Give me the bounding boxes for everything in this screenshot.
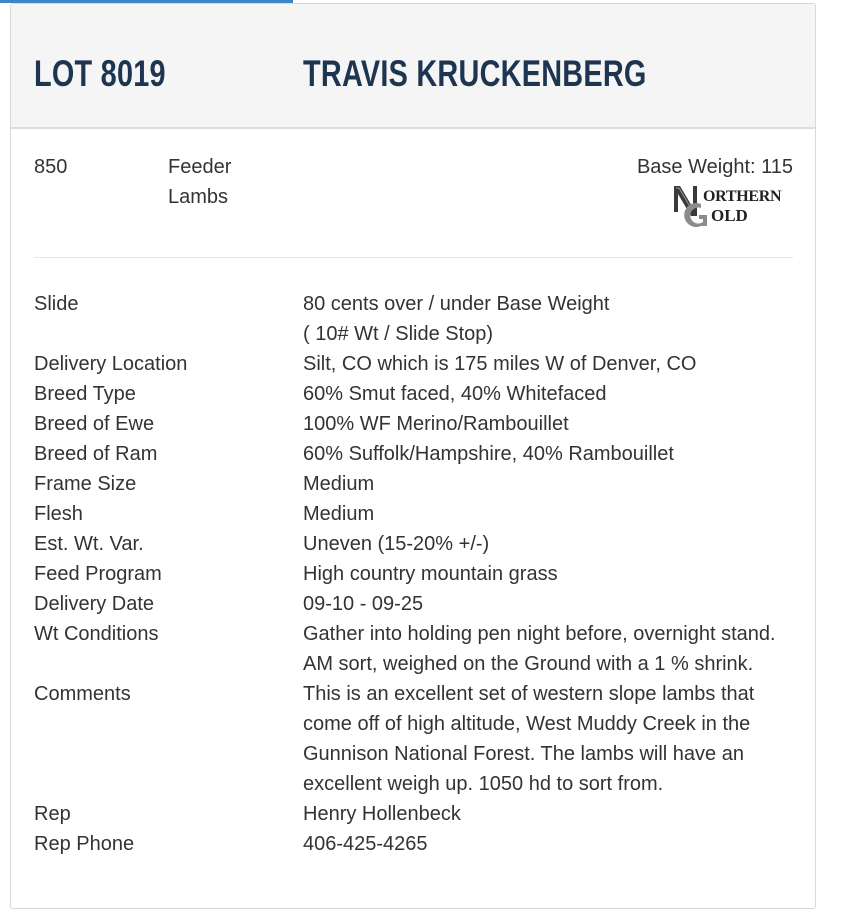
detail-row-delivery-date — [34, 589, 794, 619]
detail-value: Medium — [303, 473, 375, 495]
detail-label: Wt Conditions — [34, 623, 159, 645]
summary-divider — [34, 257, 793, 258]
detail-value: 100% WF Merino/Rambouillet — [303, 413, 569, 435]
detail-row-rep-phone — [34, 829, 794, 859]
detail-row-comments — [34, 679, 794, 799]
svg-text:OLD: OLD — [711, 206, 748, 225]
detail-value: High country mountain grass — [303, 563, 558, 585]
detail-row-wt-var — [34, 529, 794, 559]
detail-label: Rep — [34, 803, 71, 825]
detail-value: Medium — [303, 503, 375, 525]
detail-label: Delivery Date — [34, 593, 155, 615]
detail-label: Slide — [34, 293, 79, 315]
lamb-type: Feeder Lambs — [168, 156, 232, 208]
northern-gold-logo — [671, 182, 793, 228]
detail-row-delivery-location — [34, 349, 794, 379]
detail-row-breed-ram — [34, 439, 794, 469]
detail-row-rep — [34, 799, 794, 829]
head-count: 850 — [34, 156, 68, 178]
detail-label: Frame Size — [34, 473, 137, 495]
detail-value: 09-10 - 09-25 — [303, 593, 424, 615]
detail-label: Rep Phone — [34, 833, 135, 855]
detail-row-breed-ewe — [34, 409, 794, 439]
detail-label: Breed Type — [34, 383, 136, 405]
svg-text:ORTHERN: ORTHERN — [703, 188, 782, 205]
detail-label: Delivery Location — [34, 353, 188, 375]
detail-label: Est. Wt. Var. — [34, 533, 144, 555]
detail-value: Uneven (15-20% +/-) — [303, 533, 490, 555]
slide-value-line2: ( 10# Wt / Slide Stop) — [303, 323, 494, 345]
base-weight: Base Weight: 115 — [636, 156, 793, 178]
detail-value: Silt, CO which is 175 miles W of Denver, CO — [303, 353, 697, 375]
detail-row-slide — [34, 289, 794, 349]
detail-value: Henry Hollenbeck — [303, 803, 461, 825]
detail-value: Gather into holding pen night before, overnight stand. AM sort, weighed on the Ground with a 1 % shrink. — [303, 623, 776, 675]
detail-row-wt-conditions — [34, 619, 794, 679]
detail-row-breed-type — [34, 379, 794, 409]
detail-label: Comments — [34, 683, 131, 705]
lot-details-list — [34, 289, 794, 859]
seller-name: TRAVIS KRUCKENBERG — [303, 53, 647, 94]
detail-label: Breed of Ewe — [34, 413, 155, 435]
detail-value — [303, 289, 783, 349]
detail-value: 60% Suffolk/Hampshire, 40% Rambouillet — [303, 443, 674, 465]
detail-value: 60% Smut faced, 40% Whitefaced — [303, 383, 607, 405]
detail-label: Flesh — [34, 503, 83, 525]
detail-value: 406-425-4265 — [303, 833, 428, 855]
detail-value: This is an excellent set of western slope lambs that come off of high altitude, West Muddy Creek in the Gunnison National Forest. The lambs will have an excellent weigh up. 1050 hd to sort from. — [303, 683, 755, 795]
lot-card-header — [11, 4, 815, 129]
detail-row-frame-size — [34, 469, 794, 499]
detail-row-flesh — [34, 499, 794, 529]
lot-number: LOT 8019 — [34, 53, 166, 94]
detail-row-feed-program — [34, 559, 794, 589]
detail-label: Breed of Ram — [34, 443, 158, 465]
detail-label: Feed Program — [34, 563, 162, 585]
lot-card — [10, 3, 816, 909]
slide-value-line1: 80 cents over / under Base Weight — [303, 293, 610, 315]
